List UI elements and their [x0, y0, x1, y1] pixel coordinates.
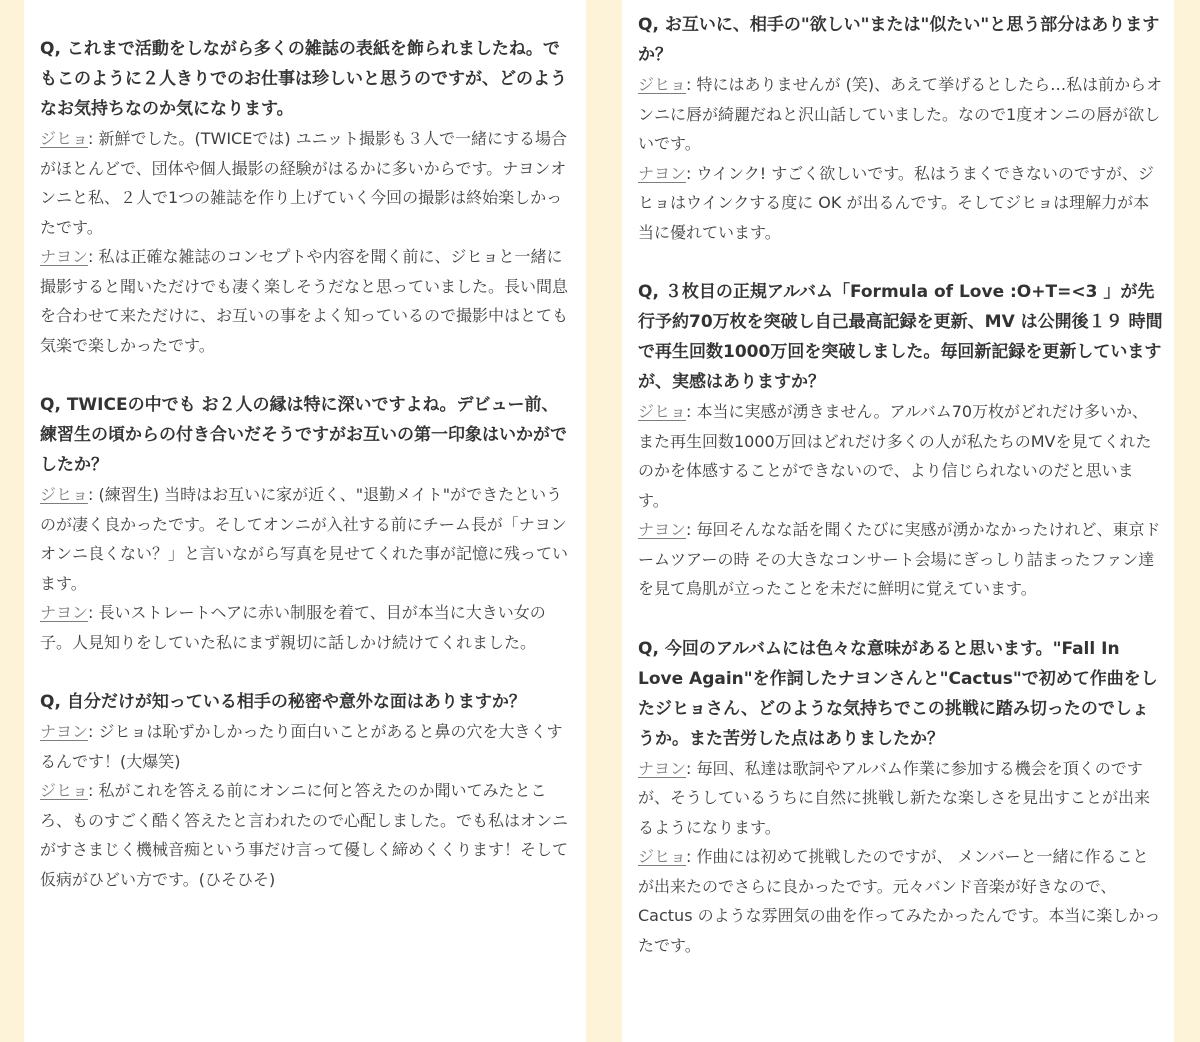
answer: [40, 717, 570, 776]
answer-text: : 私がこれを答える前にオンニに何と答えたのか聞いてみたところ、ものすごく酷く答えたと言われたので心配しました。でも私はオンニがすさまじく機械音痴という事だけ言って優しく締めくくります！そして仮病がひどい方です。(ひそひそ): [40, 781, 569, 889]
qa-block: [638, 10, 1164, 247]
question: Q, ３枚目の正規アルバム「Formula of Love :O+T=<3 」が先行予約70万枚を突破し自己最高記録を更新、MV は公開後１９ 時間で再生回数1000万回を突破しました。毎回新記録を更新していますが、実感はありますか？: [638, 282, 1163, 392]
answer-text: : 本当に実感が湧きません。アルバム70万枚がどれだけ多いか、また再生回数1000万回はどれだけ多くの人が私たちのMVを見てくれたのかを体感することができないので、より信じられないのだと思います。: [638, 402, 1152, 510]
speaker-name: ジヒョ: [638, 847, 687, 866]
answer-text: : 作曲には初めて挑戦したのですが、 メンバーと一緒に作ることが出来たのでさらに良かったです。元々バンド音楽が好きなので、Cactus のような雰囲気の曲を作ってみたかったんです。本当に楽しかったです。: [638, 847, 1161, 955]
question: Q, TWICEの中でも お２人の縁は特に深いですよね。デビュー前、練習生の頃からの付き合いだそうですがお互いの第一印象はいかがでしたか？: [40, 395, 567, 475]
speaker-name: ジヒョ: [40, 129, 89, 148]
answer: [638, 515, 1164, 604]
speaker-name: ジヒョ: [638, 402, 687, 421]
speaker-name: ナヨン: [40, 247, 89, 266]
answer-text: : ウインク! すごく欲しいです。私はうまくできないのですが、ジヒョはウインクする度に OK が出るんです。そしてジヒョは理解力が本当に優れています。: [638, 163, 1154, 242]
question: Q, これまで活動をしながら多くの雑誌の表紙を飾られましたね。でもこのように２人きりでのお仕事は珍しいと思うのですが、どのようなお気持ちなのか気になります。: [40, 39, 567, 119]
left-column: [24, 0, 586, 1042]
qa-block: [638, 277, 1164, 604]
answer-text: : 特にはありませんが (笑)、あえて挙げるとしたら…私は前からオンニに唇が綺麗だねと沢山話していました。なので1度オンニの唇が欲しいです。: [638, 75, 1163, 153]
answer-text: : ジヒョは恥ずかしかったり面白いことがあると鼻の穴を大きくするんです！(大爆笑): [40, 722, 563, 771]
answer: [40, 598, 570, 657]
answer: [638, 754, 1164, 843]
answer: [638, 70, 1164, 159]
answer-text: : (練習生) 当時はお互いに家が近く、"退勤メイト"ができたというのが凄く良かったです。そしてオンニが入社する前にチーム長が「ナヨンオンニ良くない？」と言いながら写真を見せてくれた事が記憶に残っています。: [40, 485, 569, 593]
qa-block: [638, 634, 1164, 961]
speaker-name: ナヨン: [40, 603, 89, 622]
question: Q, 自分だけが知っている相手の秘密や意外な面はありますか？: [40, 692, 526, 712]
speaker-name: ジヒョ: [40, 781, 89, 800]
speaker-name: ナヨン: [638, 758, 687, 778]
answer: [40, 776, 570, 894]
speaker-name: ナヨン: [638, 520, 687, 539]
answer: [40, 124, 570, 242]
qa-block: [40, 687, 570, 894]
answer-text: : 長いストレートヘアに赤い制服を着て、目が本当に大きい女の子。人見知りをしていた私にまず親切に話しかけ続けてくれました。: [40, 603, 546, 652]
answer: [40, 242, 570, 360]
answer: [638, 842, 1164, 960]
answer-text: : 私は正確な雑誌のコンセプトや内容を聞く前に、ジヒョと一緒に撮影すると聞いただけでも凄く楽しそうだなと思っていました。長い間息を合わせて来ただけに、お互いの事をよく知っているので撮影中はとても気楽で楽しかったです。: [40, 247, 569, 355]
question: Q, お互いに、相手の"欲しい"または"似たい"と思う部分はありますか？: [638, 15, 1160, 65]
answer-text: : 毎回、私達は歌詞やアルバム作業に参加する機会を頂くのですが、そうしているうちに自然に挑戦し新たな楽しさを見出すことが出来るようになります。: [638, 758, 1151, 837]
answer: [638, 159, 1164, 248]
right-column: [622, 0, 1174, 1042]
question: Q, 今回のアルバムには色々な意味があると思います。"Fall In Love Again"を作詞したナヨンさんと"Cactus"で初めて作曲をしたジヒョさん、どのような気持ちでこの挑戦に踏み切ったのでしょうか。また苦労した点はありましたか？: [638, 638, 1158, 749]
answer-text: : 新鮮でした。(TWICEでは) ユニット撮影も３人で一緒にする場合がほとんどで、団体や個人撮影の経験がはるかに多いからです。ナヨンオンニと私、２人で1つの雑誌を作り上げていく今回の撮影は終始楽しかったです。: [40, 129, 568, 237]
answer: [40, 480, 570, 598]
answer: [638, 397, 1164, 515]
answer-text: : 毎回そんなな話を聞くたびに実感が湧かなかったけれど、東京ドームツアーの時 その大きなコンサート会場にぎっしり詰まったファン達を見て鳥肌が立ったことを未だに鮮明に覚えています。: [638, 520, 1161, 598]
speaker-name: ナヨン: [638, 163, 687, 183]
speaker-name: ナヨン: [40, 722, 89, 741]
qa-block: [40, 34, 570, 360]
qa-block: [40, 390, 570, 657]
speaker-name: ジヒョ: [638, 75, 687, 94]
speaker-name: ジヒョ: [40, 485, 89, 504]
